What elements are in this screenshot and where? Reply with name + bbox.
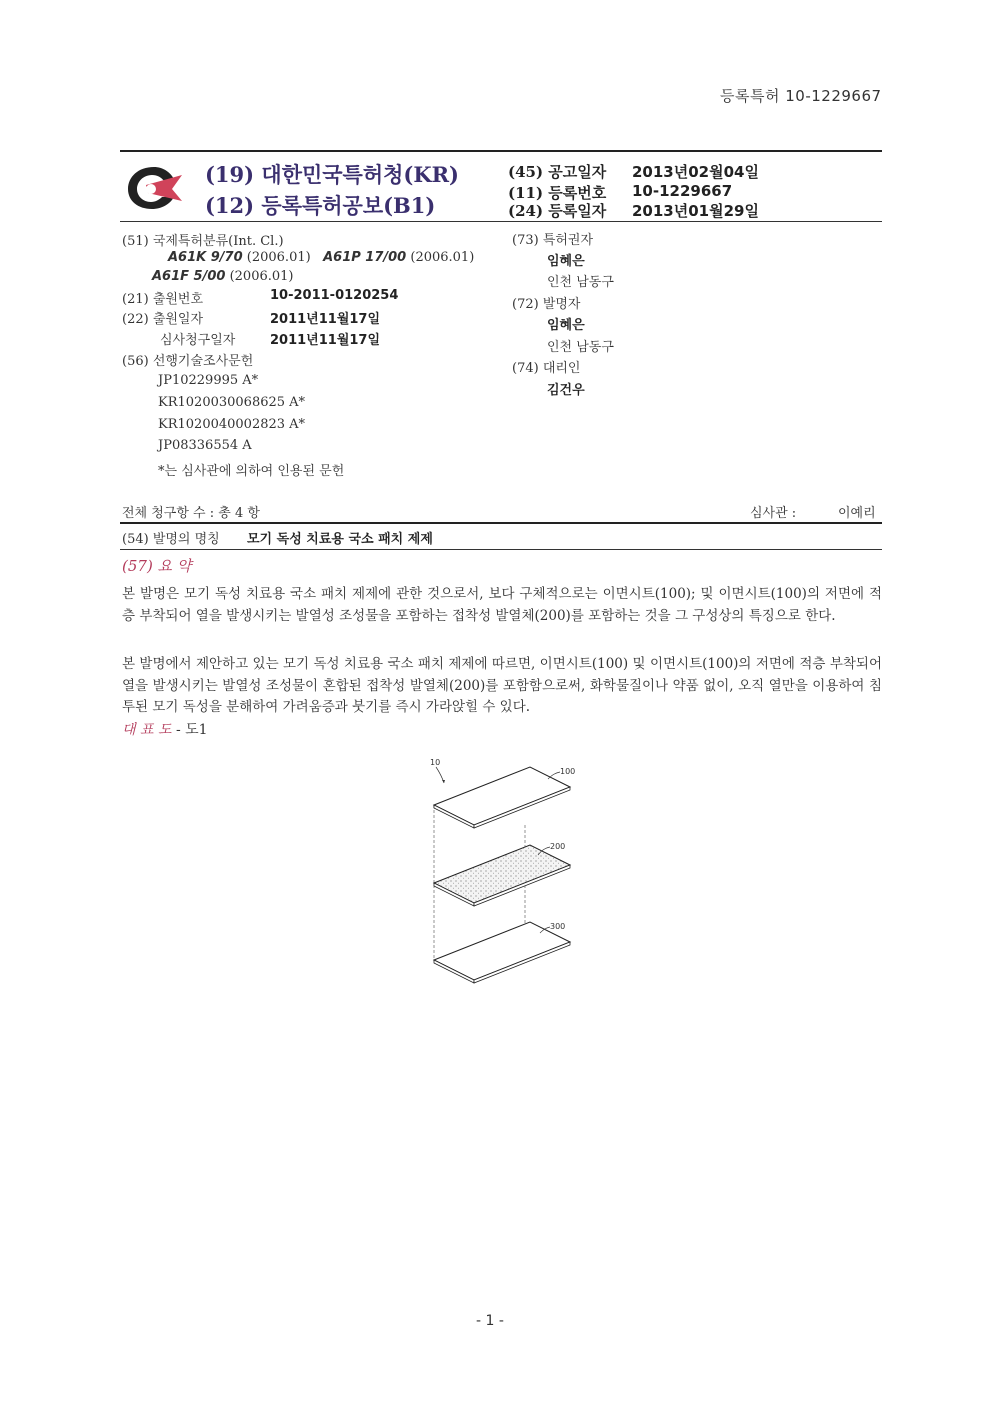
exam-req-label: 심사청구일자 <box>160 333 236 348</box>
prior-art-note: *는 심사관에 의하여 인용된 문헌 <box>158 464 345 479</box>
invention-title: 모기 독성 치료용 국소 패치 제제 <box>247 532 433 547</box>
total-claims: 전체 청구항 수 : 총 4 항 <box>122 506 260 521</box>
registration-number: 등록특허 10-1229667 <box>720 87 882 105</box>
ref-200-label: 200 <box>550 842 566 851</box>
prior-art-item: KR1020040002823 A* <box>158 417 306 432</box>
ref-300-label: 300 <box>550 922 566 931</box>
announce-label: (45) 공고일자 <box>508 163 607 181</box>
exam-req-date: 2011년11월17일 <box>270 333 381 348</box>
ref-100-label: 100 <box>560 767 576 776</box>
reg-no-label: (11) 등록번호 <box>508 184 607 202</box>
rep-figure-number: - 도1 <box>175 722 208 738</box>
ipc-label: (51) 국제특허분류(Int. Cl.) <box>122 234 284 249</box>
owner-label: (73) 특허권자 <box>512 233 594 248</box>
owner-address: 인천 남동구 <box>547 275 614 290</box>
agent-name: 김건우 <box>547 383 585 398</box>
ipc-line-2 <box>152 269 294 284</box>
title-label: (54) 발명의 명칭 <box>122 532 220 547</box>
ipc-year: (2006.01) <box>410 250 475 265</box>
publication-type: (12) 등록특허공보(B1) <box>205 193 436 218</box>
ipc-code: A61F 5/00 <box>152 269 226 284</box>
abstract-label: (57) 요 약 <box>122 557 192 575</box>
ipc-code: A61P 17/00 <box>323 250 407 265</box>
owner-name: 임혜은 <box>547 254 585 269</box>
app-date: 2011년11월17일 <box>270 312 381 327</box>
ipc-line-1 <box>168 250 474 265</box>
ipc-code: A61K 9/70 <box>168 250 243 265</box>
reg-date: 2013년01월29일 <box>632 202 759 220</box>
inventor-address: 인천 남동구 <box>547 340 614 355</box>
rep-figure-label: 대 표 도 <box>122 722 172 738</box>
agent-label: (74) 대리인 <box>512 361 581 376</box>
inventor-label: (72) 발명자 <box>512 297 581 312</box>
reg-date-label: (24) 등록일자 <box>508 202 607 220</box>
reg-no: 10-1229667 <box>632 182 733 200</box>
abstract-paragraph-2: 본 발명에서 제안하고 있는 모기 독성 치료용 국소 패치 제제에 따르면, 이면시트(100) 및 이면시트(100)의 저면에 적층 부착되어 열을 발생시키는 발열성 조성물이 혼합된 접착성 발열체(200)를 포함함으로써, 화학물질이나 약품 없이, 오직 열만을 이용하여 침투된 모기 독성을 분해하여 가려움증과 붓기를 즉시 가라앉힐 수 있다. <box>122 656 882 715</box>
claims-rule <box>120 522 882 524</box>
app-no-label: (21) 출원번호 <box>122 292 204 307</box>
prior-art-item: JP10229995 A* <box>158 373 259 388</box>
prior-art-item: KR1020030068625 A* <box>158 395 306 410</box>
top-rule <box>120 150 882 152</box>
prior-art-item: JP08336554 A <box>158 438 252 453</box>
abstract-paragraph-1: 본 발명은 모기 독성 치료용 국소 패치 제제에 관한 것으로서, 보다 구체적으로는 이면시트(100); 및 이면시트(100)의 저면에 적층 부착되어 열을 발생시키는 발열성 조성물을 포함하는 접착성 발열체(200)를 포함하는 것을 그 구성상의 특징으로 한다. <box>122 586 882 624</box>
representative-figure <box>122 719 208 739</box>
header-bottom-rule <box>120 221 882 222</box>
ipc-year: (2006.01) <box>246 250 311 265</box>
announce-date: 2013년02월04일 <box>632 163 759 181</box>
patch-exploded-figure <box>420 755 590 1005</box>
app-no: 10-2011-0120254 <box>270 288 399 303</box>
app-date-label: (22) 출원일자 <box>122 312 204 327</box>
examiner-label: 심사관 : <box>750 506 797 521</box>
ref-10-label: 10 <box>430 758 441 767</box>
title-rule <box>120 549 882 550</box>
inventor-name: 임혜은 <box>547 318 585 333</box>
office-name: (19) 대한민국특허청(KR) <box>205 162 459 187</box>
prior-art-label: (56) 선행기술조사문헌 <box>122 354 254 369</box>
page-number: - 1 - <box>476 1313 504 1329</box>
kipo-logo-icon <box>124 163 186 213</box>
ipc-year: (2006.01) <box>229 269 294 284</box>
examiner-name: 이예리 <box>838 506 876 521</box>
